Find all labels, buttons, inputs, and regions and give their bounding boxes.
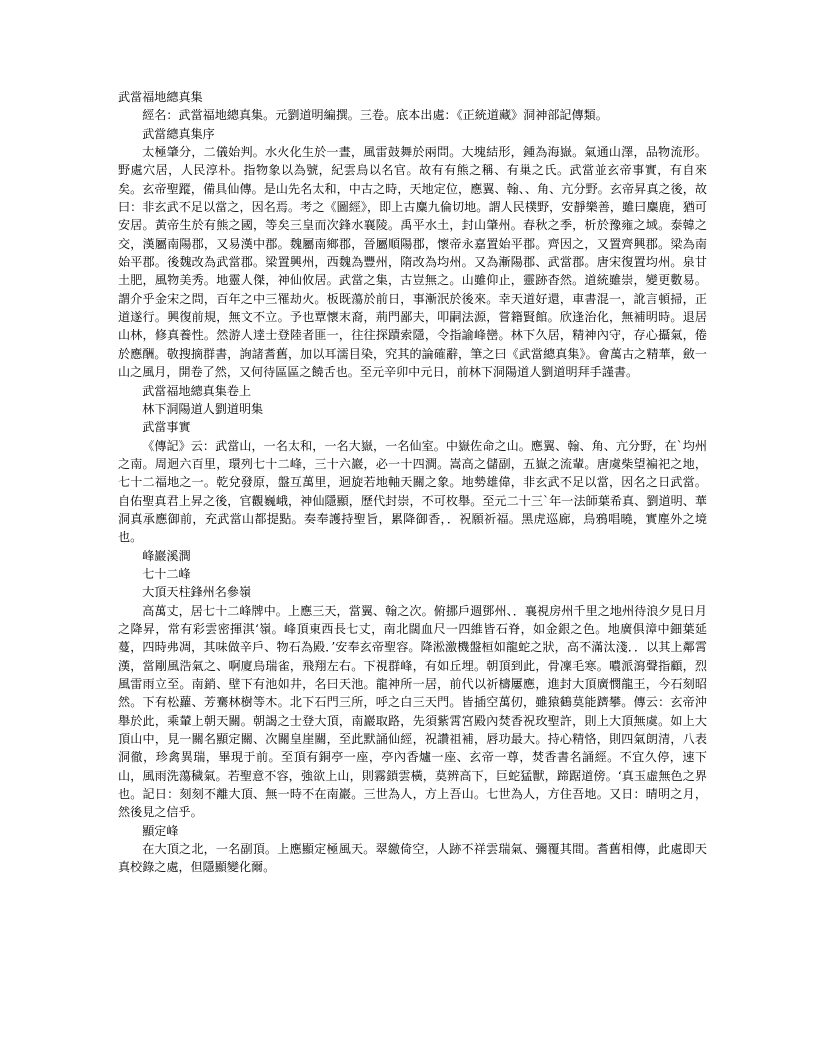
section-heading-seventy-two-peaks: 七十二峰: [142, 566, 191, 581]
section-heading-wudang-facts: 武當事實: [142, 420, 191, 435]
xianding-peak-paragraph: 在大頂之北，一名副頂。上應顯定極風天。翠繳倚空，人跡不祥雲瑞氣、彌覆其間。耆舊相傳，此處即天真校錄之處，但隱顯變化爾。: [118, 842, 707, 875]
compiler-heading: 林下洞陽道人劉道明集: [142, 401, 264, 416]
volume-heading: 武當福地總真集卷上: [142, 383, 252, 398]
document-title: 武當福地總真集: [118, 90, 203, 104]
wudang-facts-paragraph: 《傳記》云：武當山，一名太和，一名大嶽，一名仙室。中嶽佐命之山。應翼、翰、角、亢分野，在ˋ均州之南。周迴六百里，環列七十二峰，三十六巖，必一十四澗。嵩高之儲副，五嶽之流輩。唐虞柴望褊祀之地，七十二福地之一。乾兌發原，盤互萬里，迴旋若地軸天關之象。地勢雄偉，非玄武不足以當，因名之日武當。自佑聖真君上昇之後，官觀巍峨，神仙隱顯，歷代封崇，不可枚舉。至元二十三ˋ年一法師葉希真、劉道明、華洞真承應御前，充武當山都提點。奏奉護持聖旨，累降御香，．祝願祈福。黑虎巡廊，烏鴉唱曉，實塵外之境也。: [118, 438, 707, 545]
scripture-metadata-line: 經名：武當福地總真集。元劉道明編撰。三卷。底本出處：《正統道藏》洞神部記傳類。: [142, 108, 608, 123]
section-heading-tianzhu-peak: 大頂天柱鋒州名參嶺: [142, 585, 252, 600]
preface-paragraph: 太極肇分，二儀始判。水火化生於一晝，風雷鼓舞於兩問。大塊結形，鍾為海嶽。氣通山澤，品物流形。野處穴居，人民淳朴。指物象以為號，紀雲烏以名官。故有有熊之稱、有巢之氏。武當並玄帝事實，有自來矣。玄帝聖蹤，備具仙傳。是山先名太和，中古之時，天地定位，應翼、翰、、角、亢分野。玄帝昇真之後，故曰：非玄武不足以當之，因名焉。考之《圖經》，即上古麋九倫切地。謂人民樸野，安靜樂善，雖曰麋鹿，猶可安居。黃帝生於有熊之國，等矣三皇而次鋒水襄陵。禹平水土，封山肇州。春秋之季，析於豫雍之域。泰韓之交，漢屬南陽郡，又易漢中郡。魏屬南鄉郡，晉屬順陽郡，懷帝永嘉置始平郡。齊因之，又置齊興郡。梁為南始平郡。後魏改為武當郡。梁置興州，西魏為豐州，隋改為均州。又為漸陽郡、武當郡。唐宋復置均州。泉甘土肥，風物美秀。地靈人傑，神仙攸居。武當之集，古豈無之。山雖仰止，靈跡杳然。道統雖崇，變更數易。謂介乎金宋之問，百年之中三罹劫火。板既蕩於前日，事漸泯於後來。幸天道好還，車書混一，訛言頓掃，正道遂行。興復前規，無文不立。予也覃懷末裔，荊門鄙夫，叩嗣法源，嘗籍賢館。欣逢治化，無補明時。退居山林，修真養性。然游人達士登陸者匪一，往往探蹟索隱，令指諭峰巒。林下久居，精神內守，存心攝氣，倦於應酬。敬搜摘群書，詢諸耆舊，加以耳濡目染，究其的論確辭，筆之曰《武當總真集》。會萬古之精華，斂一山之風月，開卷了然，又何待區區之饒舌也。至元辛卯中元日，前林下洞陽道人劉道明拜手謹書。: [118, 145, 707, 380]
section-heading-peaks-streams: 峰巖溪澗: [142, 548, 191, 563]
section-heading-xianding-peak: 顯定峰: [142, 823, 179, 838]
tianzhu-peak-paragraph: 高萬丈，居七十二峰牌中。上應三天，當翼、翰之次。俯挪戶週鄧州、．襄視房州千里之地州待浪夕見日月之降昇，常有彩雲密揮淇‘嶺。峰頂東西長七丈，南北闊血尺一四維皆石脊，如金銀之色。地廣俱漳中鈿葉延蔓，四時弗凋，其味做辛戶、物石為殿．’安奉玄帝聖容。降淞激機盤桓如龍蛇之狀，高不滿汰淺．．以其上鄰霄漢，當剛風浩氣之、啊廈烏瑞雀，飛翔左右。下視群峰，有如丘埋。朝頂到此，骨凜毛寒。噥派瀉聲指顧，烈風雷雨立至。南銷、壁下有池如井，名曰天池。龍神所一居，前代以祈檮屢應，進封大頂廣憫龍王，今石刻昭然。下有松蘿、芳騫林樹等木。北下石門三所，呼之白三天門。皆插空萬仞，雖猿鶴莫能躋攀。傳云：玄帝沖舉於此，乘輦上朝天關。朝謁之士登大頂，南巖取路，先須紫霄宮殿內焚香祝玫聖許，則上大頂無虞。如上大頂山中，見一關名顯定關、次關皇崖關，至此默誦仙經，祝讚祖補，唇功最大。持心精恪，則四氣朗清，八表洞徹，珍禽異瑞，畢現于前。至頂有銅亭一座，亭內香爐一座、玄帝一尊，焚香書名誦經。不宜久停，速下山，風雨洗蕩穢氣。若聖意不容，強欲上山，則霧鎖雲橫，莫辨高下，巨蛇猛獸，蹄踞道傍。‘真玉虛無色之界也。記日：刻刻不離大頂、無一時不在南巖。三世為人，方上吾山。七世為人，方住吾地。又日：晴明之月，然後見之信乎。: [118, 603, 707, 820]
preface-heading: 武當總真集序: [142, 126, 215, 141]
document-body: [118, 88, 707, 877]
